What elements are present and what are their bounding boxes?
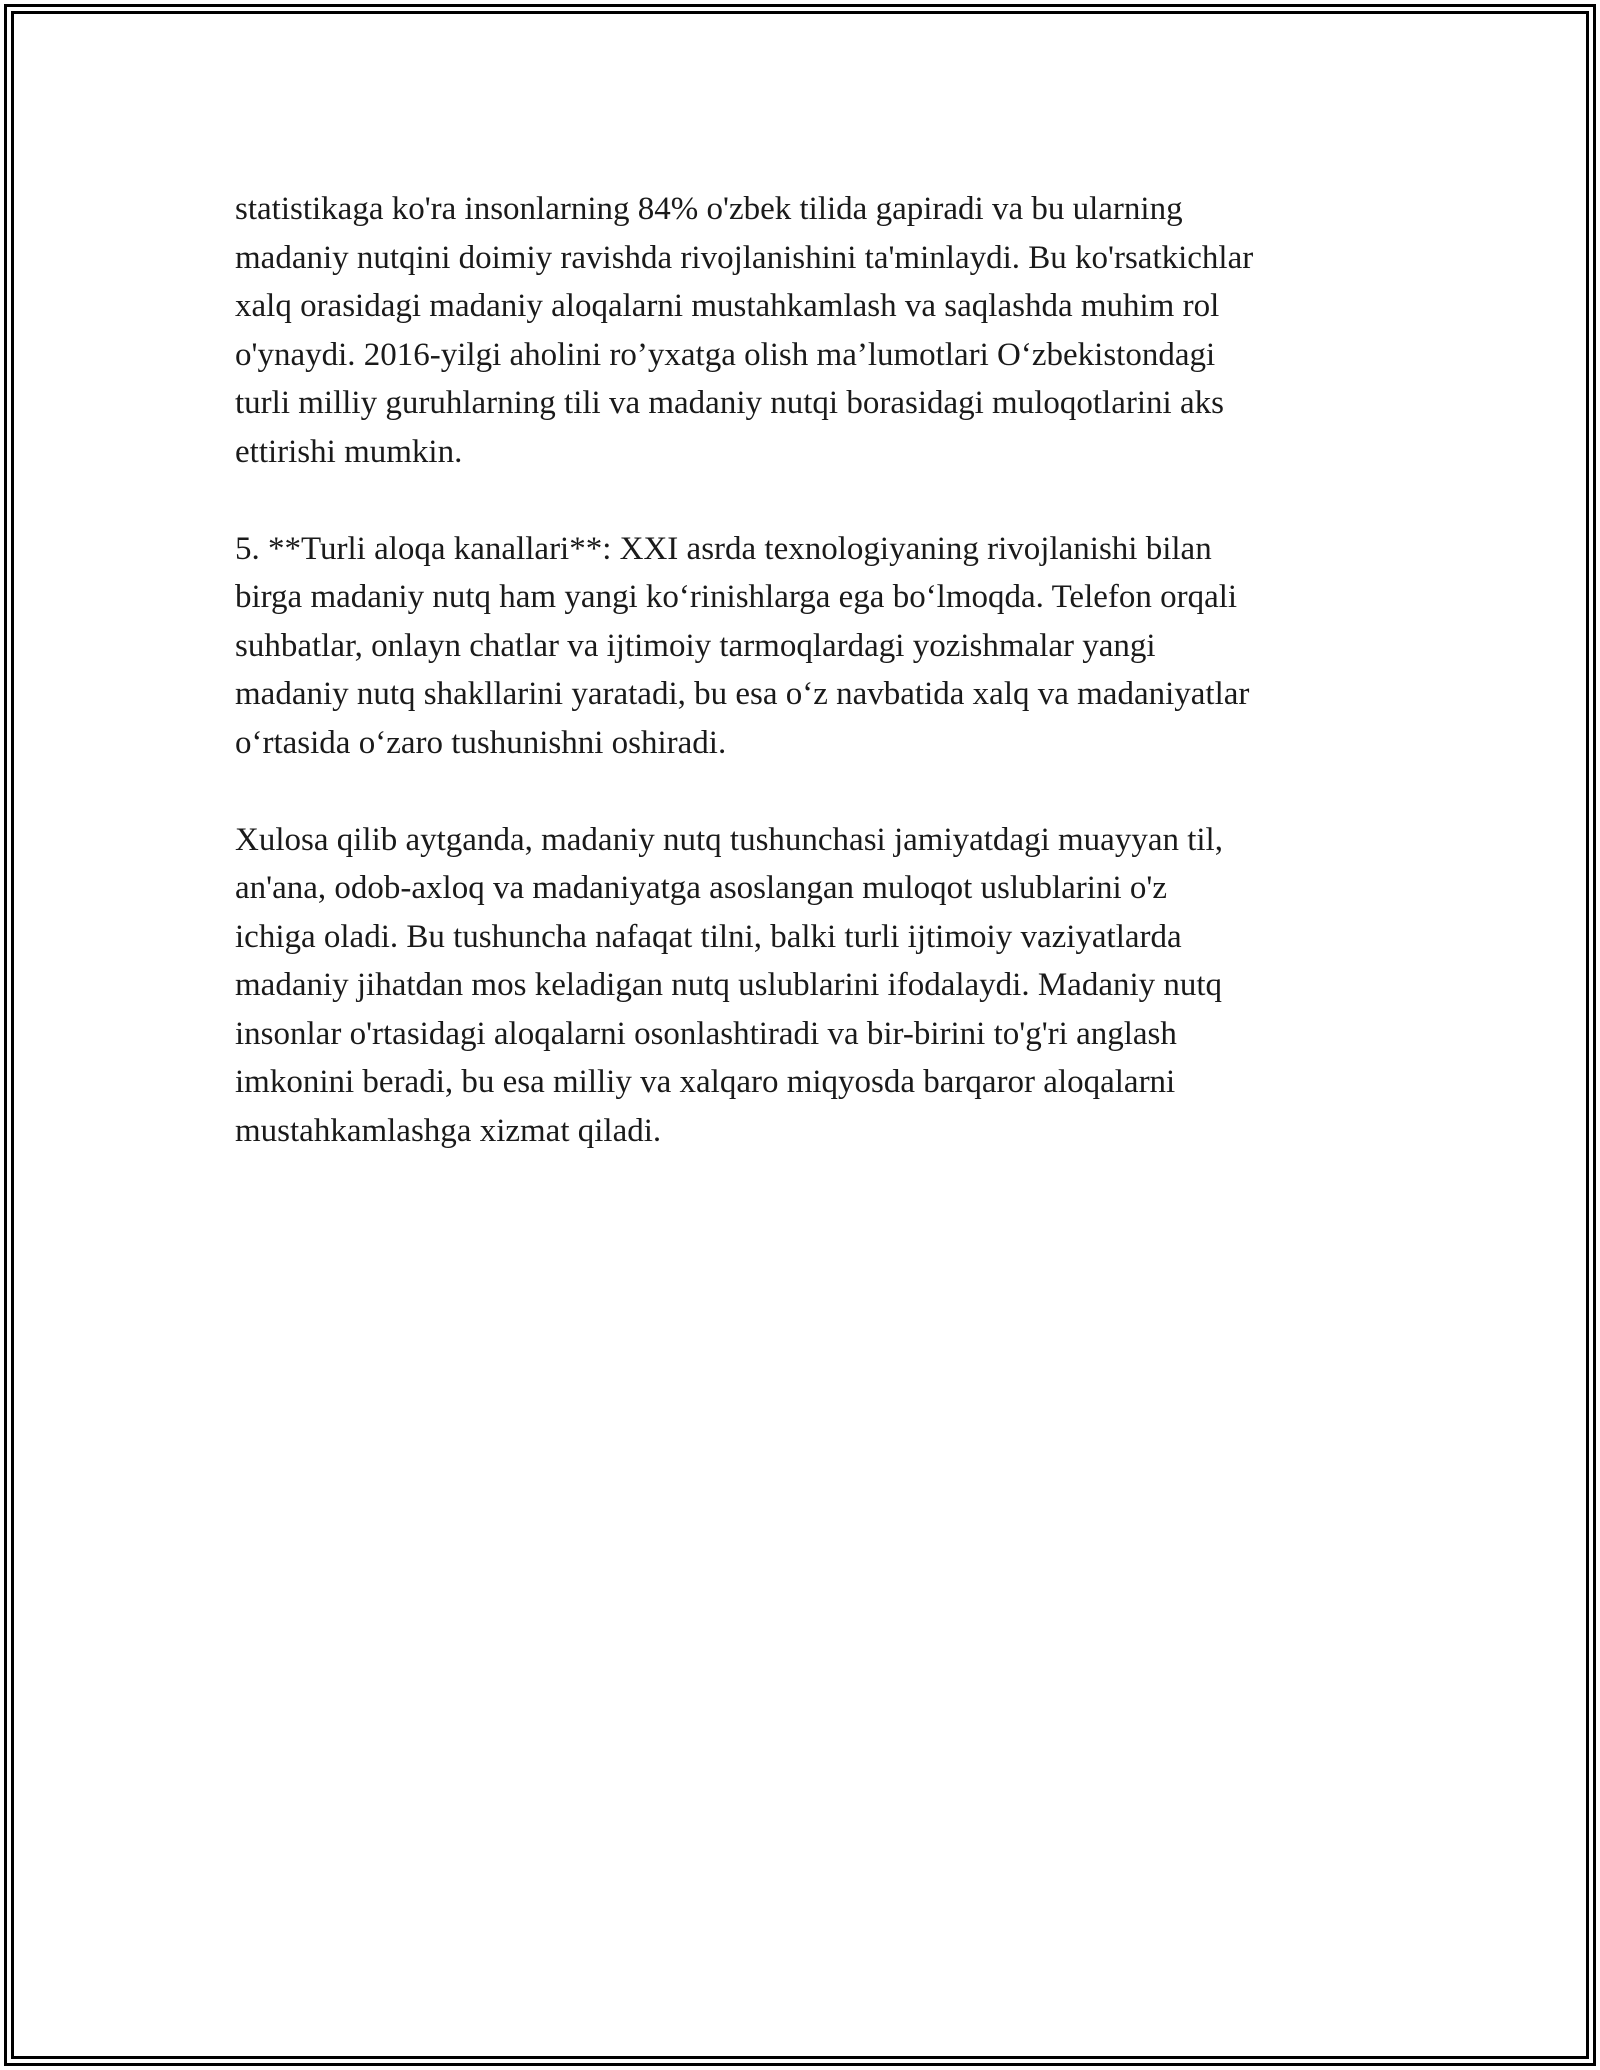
- paragraph-statistics: statistikaga ko'ra insonlarning 84% o'zbek tilida gapiradi va bu ularning madaniy nutqini doimiy ravishda rivojlanishini ta'minlaydi. Bu ko'rsatkichlar xalq orasidagi madaniy aloqalarni mustahkamlash va saqlashda muhim rol o'ynaydi. 2016-yilgi aholini ro’yxatga olish ma’lumotlari O‘zbekistondagi turli milliy guruhlarning tili va madaniy nutqi borasidagi muloqotlarini aks ettirishi mumkin.: [235, 191, 1254, 470]
- paragraph-conclusion: Xulosa qilib aytganda, madaniy nutq tushunchasi jamiyatdagi muayyan til, an'ana, odob-axloq va madaniyatga asoslangan muloqot uslublarini o'z ichiga oladi. Bu tushuncha nafaqat tilni, balki turli ijtimoiy vaziyatlarda madaniy jihatdan mos keladigan nutq uslublarini ifodalaydi. Madaniy nutq insonlar o'rtasidagi aloqalarni osonlashtiradi va bir-birini to'g'ri anglash imkonini beradi, bu esa milliy va xalqaro miqyosda barqaror aloqalarni mustahkamlashga xizmat qiladi.: [235, 821, 1223, 1149]
- paragraph-communication-channels: 5. **Turli aloqa kanallari**: XXI asrda texnologiyaning rivojlanishi bilan birga madaniy nutq ham yangi ko‘rinishlarga ega bo‘lmoqda. Telefon orqali suhbatlar, onlayn chatlar va ijtimoiy tarmoqlardagi yozishmalar yangi madaniy nutq shakllarini yaratadi, bu esa o‘z navbatida xalq va madaniyatlar o‘rtasida o‘zaro tushunishni oshiradi.: [235, 530, 1250, 761]
- document-body: [235, 185, 1385, 1204]
